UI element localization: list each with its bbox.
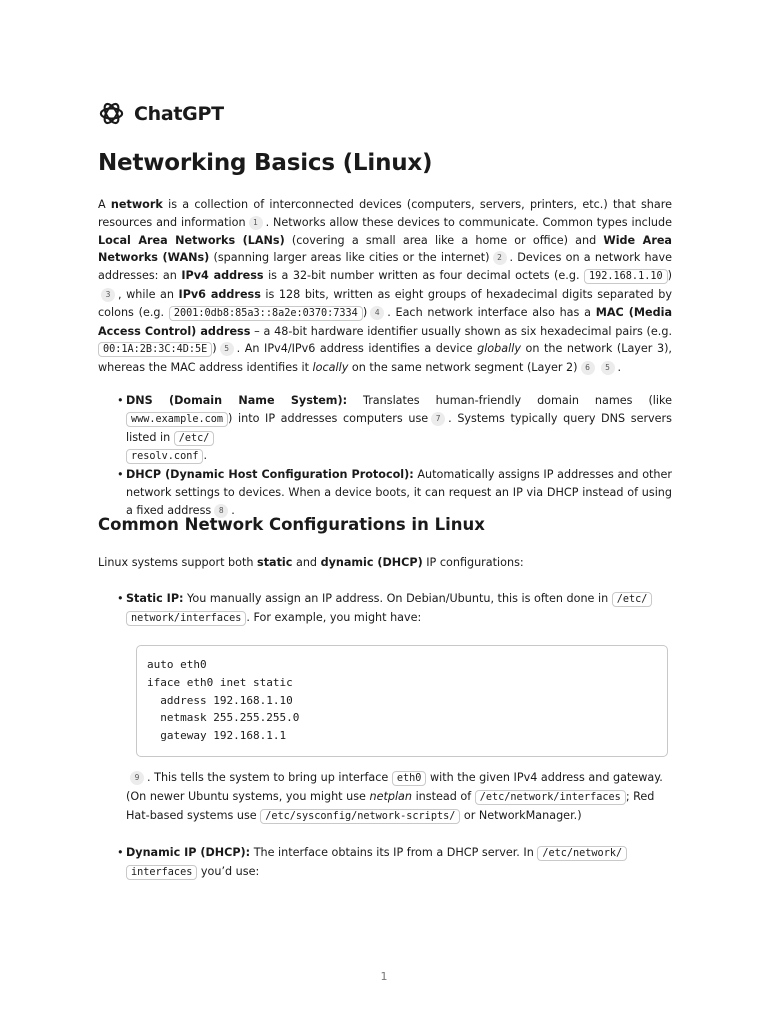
inline-code: www.example.com	[126, 412, 228, 427]
inline-code: 2001:0db8:85a3::8a2e:0370:7334	[169, 306, 363, 321]
citation-badge[interactable]: 5	[601, 361, 615, 375]
inline-code: /etc/sysconfig/network-scripts/	[260, 809, 460, 824]
inline-code: /etc/network/interfaces	[475, 790, 626, 805]
citation-badge[interactable]: 2	[493, 251, 507, 265]
inline-code: /etc/network/	[537, 846, 627, 861]
page-number: 1	[380, 970, 388, 983]
code-block	[136, 645, 668, 757]
static-ip-explanation: 9 . This tells the system to bring up interface eth0 with the given IPv4 address and gateway. (On newer Ubuntu systems, you might use netplan instead of /etc/network/interfaces ; Red Hat-based systems use /etc/sysconfig/network-scripts/ or NetworkManager.)	[126, 771, 663, 822]
config-list-dynamic	[126, 844, 672, 882]
citation-badge[interactable]: 8	[214, 504, 228, 518]
section-heading: Common Network Configurations in Linux	[98, 515, 485, 534]
list-item-static-ip: • Static IP: You manually assign an IP address. On Debian/Ubuntu, this is often done in /etc/ network/interfaces . For example, you might have:	[126, 590, 672, 628]
inline-code: resolv.conf	[126, 449, 203, 464]
list-item-dns: • DNS (Domain Name System): Translates human-friendly domain names (like www.example.com ) into IP addresses computers use 7 . Systems typically query DNS servers listed in /etc/ resolv.conf .	[126, 392, 672, 466]
brand-header	[98, 100, 224, 127]
inline-code: eth0	[392, 771, 427, 786]
concept-list	[126, 392, 672, 520]
list-item-dynamic-ip: • Dynamic IP (DHCP): The interface obtains its IP from a DHCP server. In /etc/network/ interfaces you’d use:	[126, 844, 672, 882]
intro-paragraph: A network is a collection of interconnected devices (computers, servers, printers, etc.) that share resources and information 1 . Networks allow these devices to communicate. Common types include Local Area Networks (LANs) (covering a small area like a home or office) and Wide Area Networks (WANs) (spanning larger areas like cities or the internet) 2 . Devices on a network have addresses: an IPv4 address is a 32-bit number written as four decimal octets (e.g. 192.168.1.10 )3 , while an IPv6 address is 128 bits, written as eight groups of hexadecimal digits separated by colons (e.g. 2001:0db8:85a3::8a2e:0370:7334 ) 4 . Each network interface also has a MAC (Media Access Control) address – a 48-bit hardware identifier usually shown as six hexadecimal pairs (e.g. 00:1A:2B:3C:4D:5E ) 5 . An IPv4/IPv6 address identifies a device globally on the network (Layer 3), whereas the MAC address identifies it locally on the same network segment (Layer 2) 6 5 .	[98, 198, 673, 375]
citation-badge[interactable]: 6	[581, 361, 595, 375]
brand-name: ChatGPT	[134, 102, 224, 125]
citation-badge[interactable]: 1	[249, 216, 263, 230]
inline-code: network/interfaces	[126, 611, 246, 626]
citation-badge[interactable]: 3	[101, 288, 115, 302]
page-title: Networking Basics (Linux)	[98, 150, 433, 176]
config-list	[126, 590, 672, 628]
list-item-dhcp: • DHCP (Dynamic Host Configuration Protocol): Automatically assigns IP addresses and other network settings to devices. When a device boots, it can request an IP via DHCP instead of using a fixed address 8 .	[126, 466, 672, 519]
citation-badge[interactable]: 7	[431, 412, 445, 426]
citation-badge[interactable]: 5	[220, 342, 234, 356]
citation-badge[interactable]: 4	[370, 306, 384, 320]
inline-code: /etc/	[612, 592, 653, 607]
inline-code: 00:1A:2B:3C:4D:5E	[98, 342, 212, 357]
inline-code: 192.168.1.10	[584, 269, 668, 284]
citation-badge[interactable]: 9	[130, 771, 144, 785]
code-block-content: auto eth0 iface eth0 inet static address 192.168.1.10 netmask 255.255.255.0 gateway 192.168.1.1	[147, 658, 300, 743]
section-intro: Linux systems support both static and dynamic (DHCP) IP configurations:	[98, 556, 524, 569]
chatgpt-logo-icon	[98, 100, 125, 127]
inline-code: interfaces	[126, 865, 197, 880]
inline-code: /etc/	[174, 431, 215, 446]
